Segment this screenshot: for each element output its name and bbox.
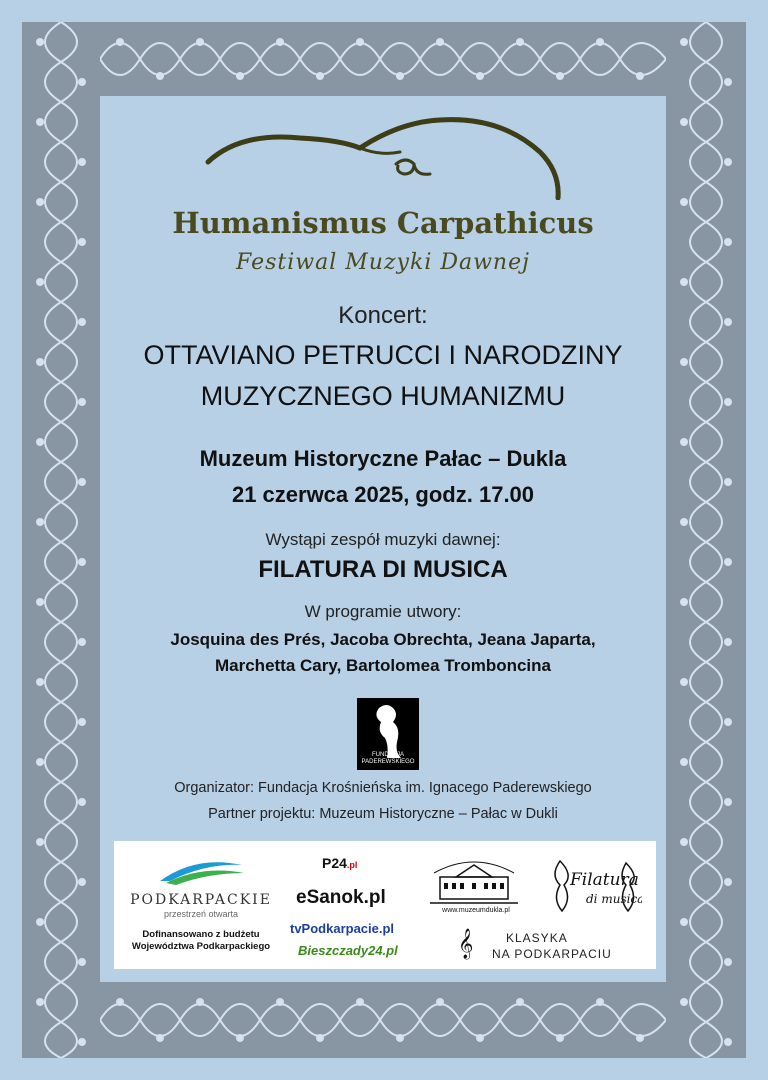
program-line-1: Josquina des Prés, Jacoba Obrechta, Jeana Japarta, [170,630,596,649]
muzeum-dukla-logo [426,851,522,927]
concert-date: 21 czerwca 2025, godz. 17.00 [231,482,535,507]
ornamental-border-left [22,22,100,1058]
concert-venue: Muzeum Historyczne Pałac – Dukla [199,446,567,471]
p24-logo-suffix: .pl [346,860,358,870]
tvpodkarpacie-logo: tvPodkarpacie.pl [290,921,395,936]
filatura-di-musica-logo [546,855,642,915]
podkarpackie-swoosh-icon [156,855,246,885]
podkarpackie-tagline: przestrzeń otwarta [163,909,239,919]
p24-logo [322,855,357,871]
treble-clef-icon: 𝄞 [458,929,474,959]
klasyka-line-1: KLASYKA [506,931,568,945]
fundacja-paderewskiego-logo [357,698,419,770]
funding-note-line-2: Województwa Podkarpackiego [131,941,271,952]
podkarpackie-name: PODKARPACKIE [130,892,272,908]
program-line-2: Marchetta Cary, Bartolomea Tromboncina [215,656,551,675]
festival-title: Humanismus Carpathicus [172,206,594,240]
muzeum-dukla-url: www.muzeumdukla.pl [442,907,510,914]
esanok-logo: eSanok.pl [296,887,386,908]
festival-subtitle: Festiwal Muzyki Dawnej [236,250,530,275]
concert-label: Koncert: [338,302,428,329]
ornamental-border-right [666,22,746,1058]
concert-title-line-2: MUZYCZNEGO HUMANIZMU [200,381,566,411]
sponsors-panel [114,841,656,969]
performer-intro: Wystąpi zespół muzyki dawnej: [265,530,501,549]
fundacja-logo-text-1: FUNDACJA [371,752,404,758]
ensemble-name: FILATURA DI MUSICA [258,556,508,583]
svg-text:Filatura: Filatura [570,870,639,890]
program-intro: W programie utwory: [304,602,462,621]
partner-credit: Partner projektu: Muzeum Historyczne – Pałac w Dukli [208,806,558,822]
ornamental-border-bottom [100,982,666,1058]
organizer-credit: Organizator: Fundacja Krośnieńska im. Ignacego Paderewskiego [174,780,592,796]
violin-outline-icon [200,112,570,200]
funding-note-line-1: Dofinansowano z budżetu [142,929,260,940]
ornamental-border-top [100,22,666,96]
funding-note [126,929,276,953]
podkarpackie-logo [126,855,276,919]
svg-text:di musica: di musica [586,892,642,906]
concert-title-line-1: OTTAVIANO PETRUCCI I NARODZINY [143,340,623,370]
klasyka-line-2: NA PODKARPACIU [492,947,612,961]
p24-logo-main: P24 [322,855,347,871]
bieszczady24-logo: Bieszczady24.pl [298,943,398,958]
fundacja-logo-text-2: PADEREWSKIEGO [361,759,415,765]
klasyka-na-podkarpaciu-logo [458,929,648,961]
